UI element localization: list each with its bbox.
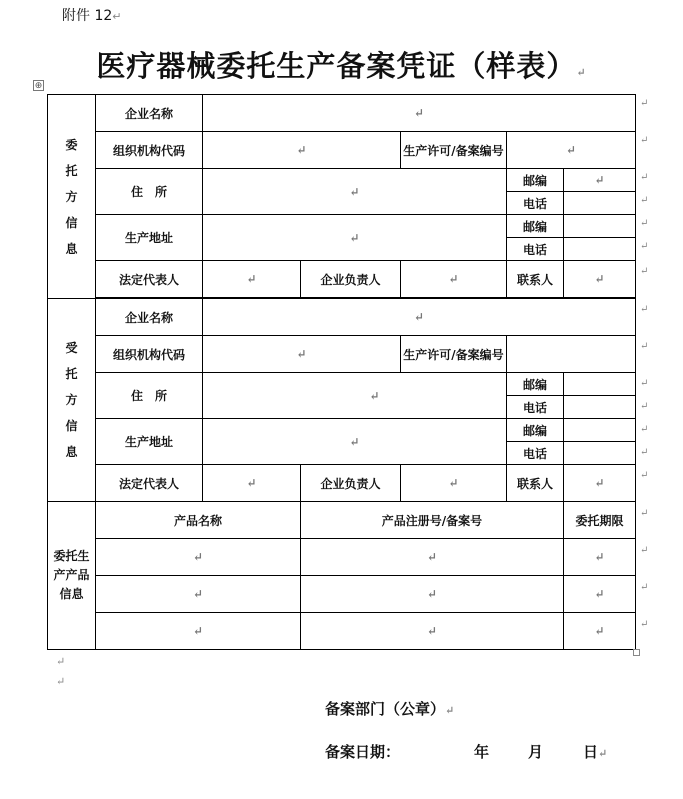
value-legal-rep[interactable]: ↵ — [203, 261, 301, 298]
product-row — [48, 576, 636, 613]
row-entrusting-org-code — [48, 132, 636, 169]
label-contact: 联系人 — [507, 261, 564, 298]
value-company-name[interactable]: ↵ — [203, 95, 636, 132]
value-production-address[interactable]: ↵ — [203, 215, 507, 261]
filing-date-month: 月 — [528, 743, 544, 761]
value-entrust-period[interactable]: ↵ — [564, 613, 636, 650]
row-end-mark: ↵ — [640, 401, 649, 412]
value-phone[interactable] — [564, 238, 636, 261]
row-end-mark: ↵ — [640, 619, 649, 630]
row-end-mark: ↵ — [640, 135, 649, 146]
value-registration-no[interactable]: ↵ — [301, 613, 564, 650]
label-org-code: 组织机构代码 — [96, 336, 203, 373]
value-org-code[interactable]: ↵ — [203, 132, 401, 169]
row-end-mark: ↵ — [640, 470, 649, 481]
filing-department-label: 备案部门（公章）↵ — [325, 700, 455, 718]
label-company-head: 企业负责人 — [301, 465, 401, 502]
value-license-no[interactable] — [507, 336, 636, 373]
value-postcode[interactable]: ↵ — [564, 169, 636, 192]
label-production-address: 生产地址 — [96, 215, 203, 261]
row-end-mark: ↵ — [640, 582, 649, 593]
value-product-name[interactable]: ↵ — [96, 576, 301, 613]
label-phone: 电话 — [507, 442, 564, 465]
header-entrust-period: 委托期限 — [564, 502, 636, 539]
value-postcode[interactable] — [564, 373, 636, 396]
paragraph-mark: ↵ — [56, 655, 66, 668]
row-entrusting-company-name — [48, 95, 636, 132]
row-end-mark: ↵ — [640, 447, 649, 458]
value-company-name[interactable]: ↵ — [203, 299, 636, 336]
label-phone: 电话 — [507, 238, 564, 261]
row-end-mark: ↵ — [640, 378, 649, 389]
paragraph-mark: ↵ — [56, 675, 66, 688]
value-product-name[interactable]: ↵ — [96, 613, 301, 650]
label-postcode: 邮编 — [507, 419, 564, 442]
section-product-info: 委托生产产品信息 — [48, 502, 96, 650]
value-phone[interactable] — [564, 396, 636, 419]
value-org-code[interactable]: ↵ — [203, 336, 401, 373]
label-phone: 电话 — [507, 396, 564, 419]
product-row — [48, 539, 636, 576]
table-resize-handle-icon[interactable] — [633, 649, 640, 656]
value-registration-no[interactable]: ↵ — [301, 539, 564, 576]
row-end-mark: ↵ — [640, 545, 649, 556]
label-production-address: 生产地址 — [96, 419, 203, 465]
value-contact[interactable]: ↵ — [564, 261, 636, 298]
row-end-mark: ↵ — [640, 218, 649, 229]
row-end-mark: ↵ — [640, 266, 649, 277]
value-postcode[interactable] — [564, 419, 636, 442]
table-move-handle-icon[interactable]: ⊕ — [34, 81, 43, 91]
value-phone[interactable] — [564, 442, 636, 465]
value-address[interactable]: ↵ — [203, 373, 507, 419]
row-end-mark: ↵ — [640, 172, 649, 183]
value-address[interactable]: ↵ — [203, 169, 507, 215]
value-entrust-period[interactable]: ↵ — [564, 539, 636, 576]
value-postcode[interactable] — [564, 215, 636, 238]
label-company-name: 企业名称 — [96, 95, 203, 132]
filing-date-day: 日↵ — [583, 743, 608, 761]
header-registration-no: 产品注册号/备案号 — [301, 502, 564, 539]
filing-form-table — [47, 94, 636, 650]
filing-date-label: 备案日期： — [325, 743, 401, 761]
label-license-no: 生产许可/备案编号 — [401, 132, 507, 169]
value-company-head[interactable]: ↵ — [401, 261, 507, 298]
label-org-code: 组织机构代码 — [96, 132, 203, 169]
value-company-head[interactable]: ↵ — [401, 465, 507, 502]
row-end-mark: ↵ — [640, 341, 649, 352]
value-contact[interactable]: ↵ — [564, 465, 636, 502]
value-product-name[interactable]: ↵ — [96, 539, 301, 576]
value-entrust-period[interactable]: ↵ — [564, 576, 636, 613]
row-end-mark: ↵ — [640, 508, 649, 519]
row-end-mark: ↵ — [640, 304, 649, 315]
label-address: 住 所 — [96, 373, 203, 419]
label-legal-rep: 法定代表人 — [96, 465, 203, 502]
label-contact: 联系人 — [507, 465, 564, 502]
section-entrusted-party: 受托方信息 — [48, 299, 96, 502]
section-entrusting-party: 委托方信息 — [48, 95, 96, 299]
label-license-no: 生产许可/备案编号 — [401, 336, 507, 373]
row-end-mark: ↵ — [640, 424, 649, 435]
label-postcode: 邮编 — [507, 169, 564, 192]
label-phone: 电话 — [507, 192, 564, 215]
label-address: 住 所 — [96, 169, 203, 215]
label-postcode: 邮编 — [507, 373, 564, 396]
row-end-mark: ↵ — [640, 98, 649, 109]
header-product-name: 产品名称 — [96, 502, 301, 539]
row-end-mark: ↵ — [640, 195, 649, 206]
label-company-head: 企业负责人 — [301, 261, 401, 298]
label-company-name: 企业名称 — [96, 299, 203, 336]
row-end-mark: ↵ — [640, 241, 649, 252]
value-registration-no[interactable]: ↵ — [301, 576, 564, 613]
value-production-address[interactable]: ↵ — [203, 419, 507, 465]
product-row — [48, 613, 636, 650]
value-phone[interactable] — [564, 192, 636, 215]
label-postcode: 邮编 — [507, 215, 564, 238]
value-legal-rep[interactable]: ↵ — [203, 465, 301, 502]
filing-date-year: 年 — [474, 743, 490, 761]
value-license-no[interactable]: ↵ — [507, 132, 636, 169]
page-title: 医疗器械委托生产备案凭证（样表）↵ — [96, 49, 587, 83]
label-legal-rep: 法定代表人 — [96, 261, 203, 298]
attachment-label: 附件 12↵ — [62, 8, 122, 24]
